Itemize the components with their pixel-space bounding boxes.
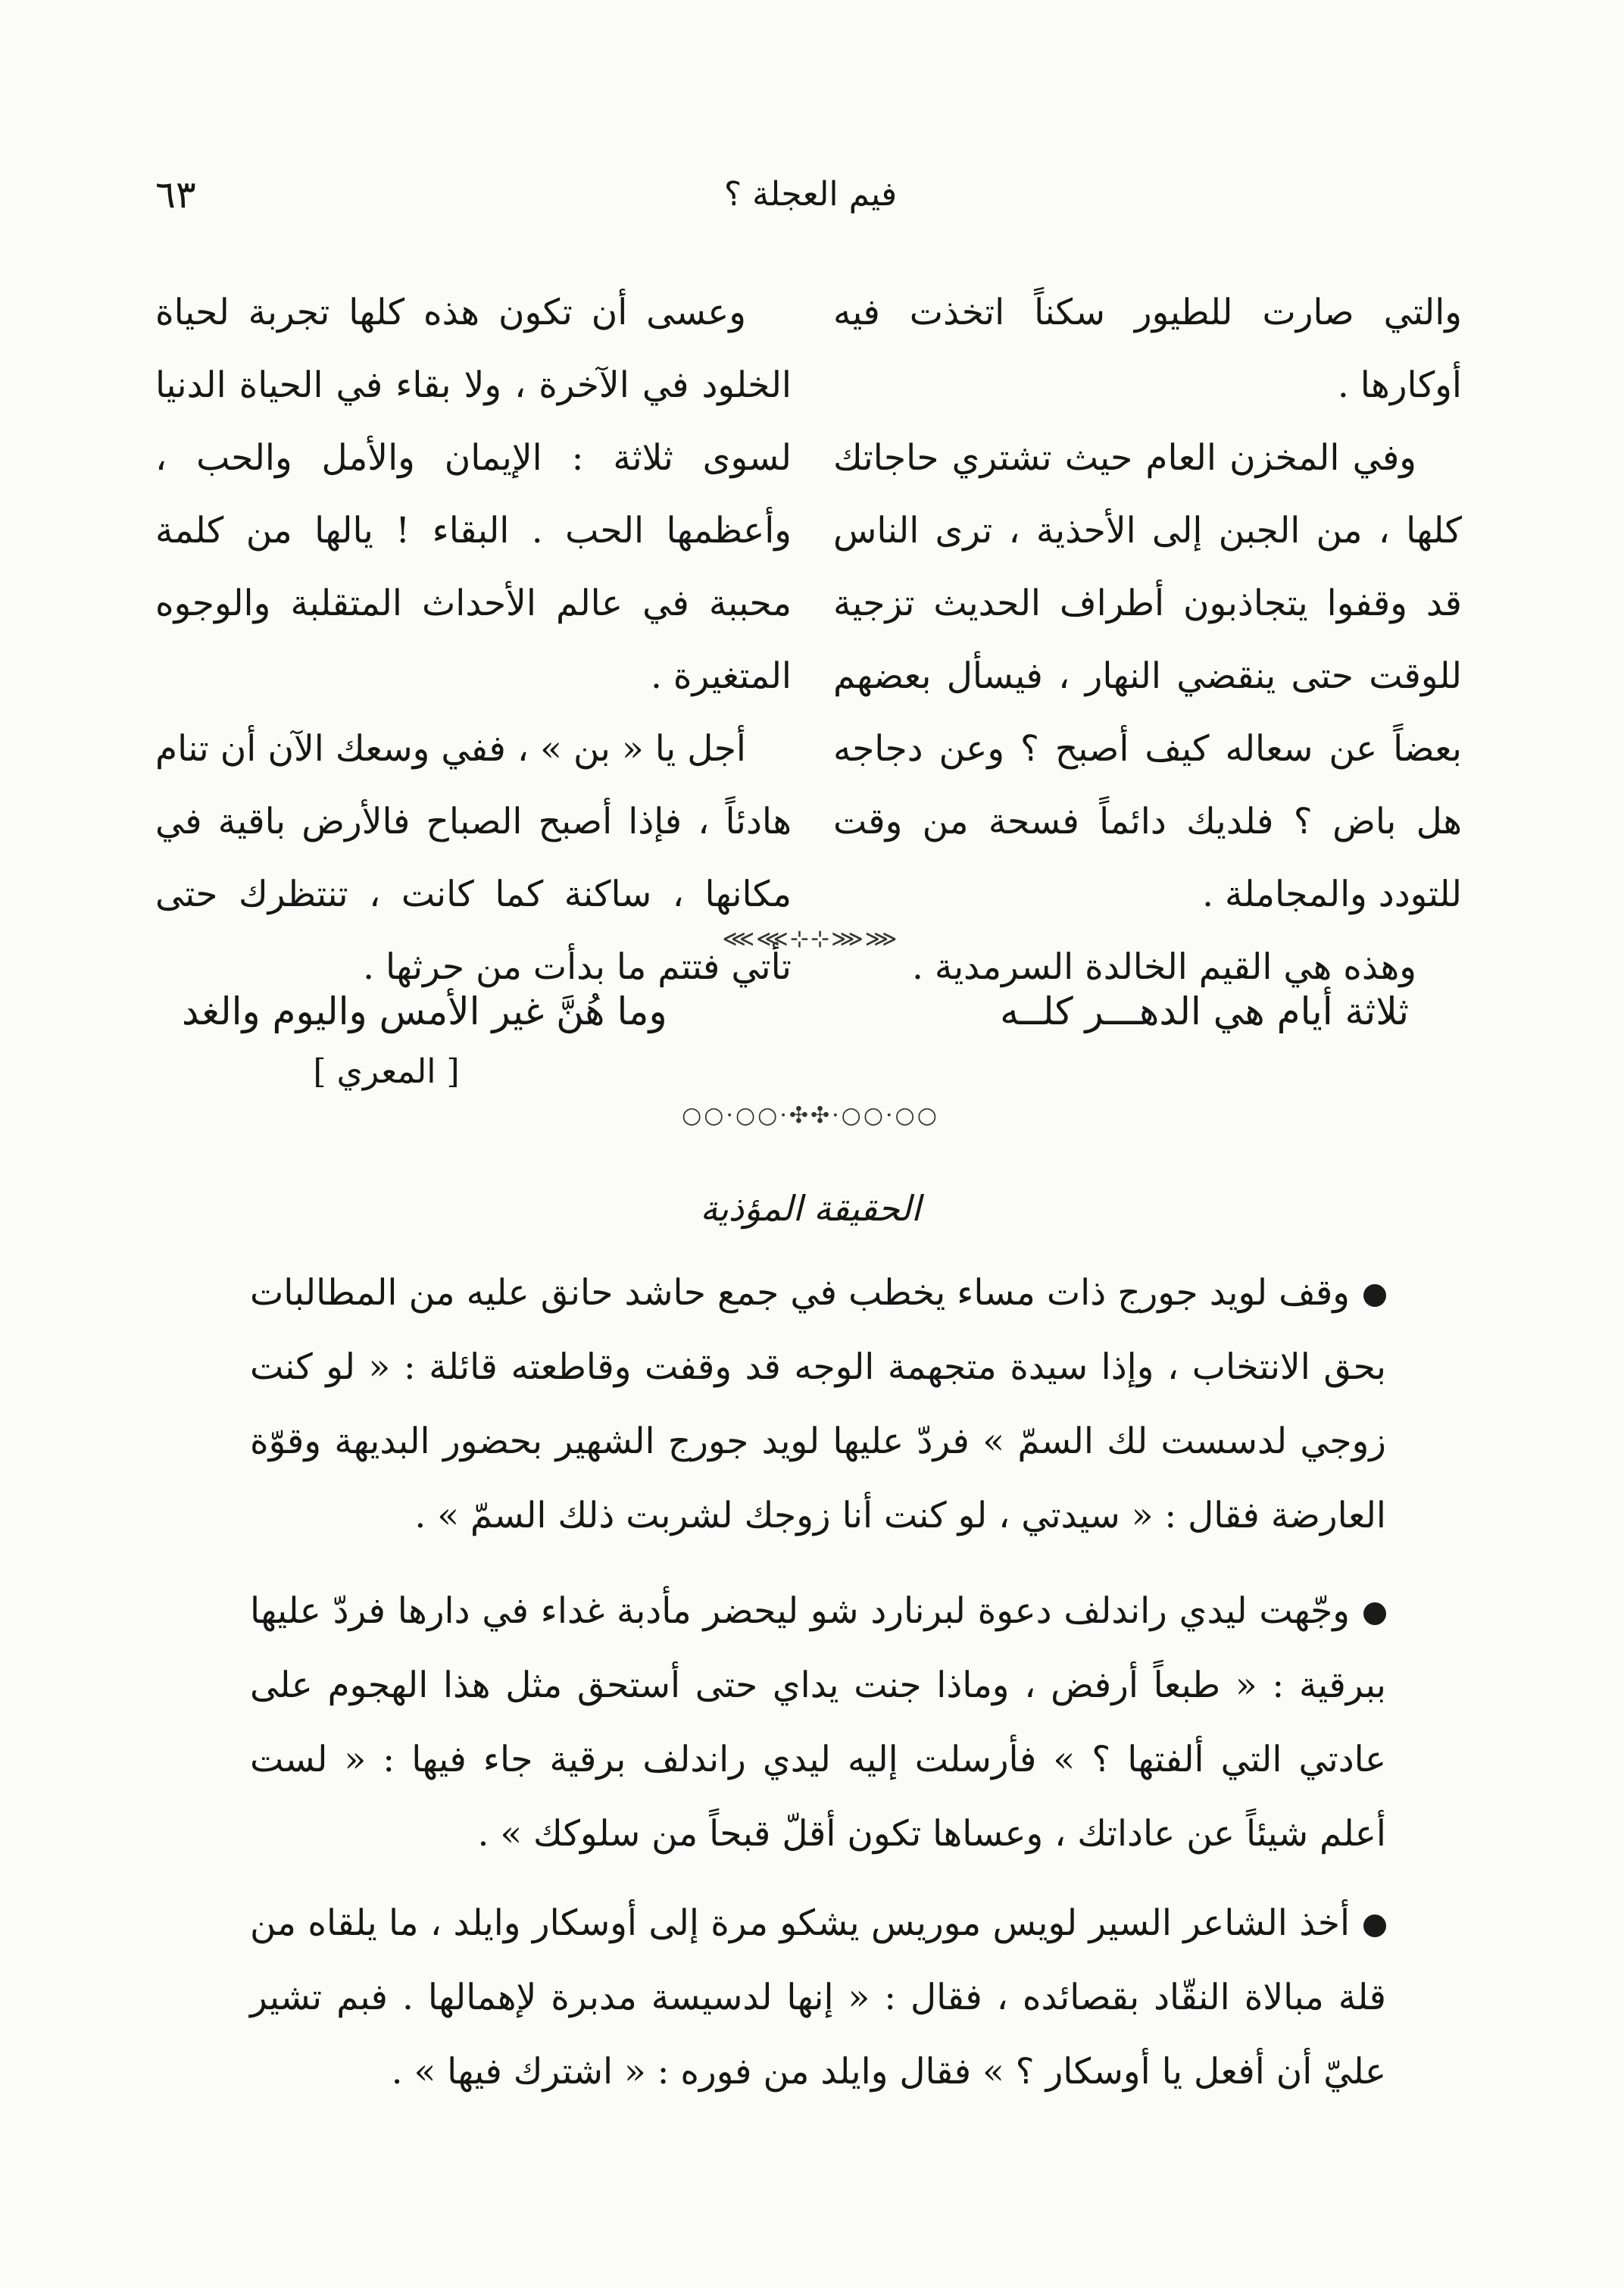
ornament-divider: ○○·○○·✣✣·○○·○○ [682, 1102, 939, 1129]
ornament-divider: ⋘⋘⊹⊹⋙⋙ [722, 926, 899, 952]
anecdote [250, 1574, 1386, 1871]
paragraph: والتي صارت للطيور سكناً اتخذت فيه أوكارها . [833, 292, 1462, 406]
bullet-icon [1363, 1914, 1386, 1937]
paragraph: وفي المخزن العام حيث تشتري حاجاتك كلها ، من الجبن إلى الأحذية ، ترى الناس قد وقفوا يتجاذبون أطراف الحديث تزجية للوقت حتى ينقضي النهار ، فيسأل بعضهم بعضاً عن سعاله كيف أصبح ؟ وعن دجاجه هل باض ؟ فلديك دائماً فسحة من وقت للتودد والمجاملة . [833, 437, 1462, 915]
anecdote-text: وقف لويد جورج ذات مساء يخطب في جمع حاشد حانق عليه من المطالبات بحق الانتخاب ، وإذا سيدة متجهمة الوجه قد وقفت وقاطعته قائلة : « لو كنت زوجي لدسست لك السمّ » فردّ عليها لويد جورج الشهير بحضور البديهة وقوّة العارضة فقال : « سيدتي ، لو كنت أنا زوجك لشربت ذلك السمّ » . [250, 1272, 1386, 1536]
anecdote-text: وجّهت ليدي راندلف دعوة لبرنارد شو ليحضر مأدبة غداء في دارها فردّ عليها ببرقية : « طبعاً أرفض ، وماذا جنت يداي حتى أستحق مثل هذا الهجوم على عادتي التي ألفتها ؟ » فأرسلت إليه ليدي راندلف برقية جاء فيها : « لست أعلم شيئاً عن عاداتك ، وعساها تكون أقلّ قبحاً من سلوكك » . [250, 1590, 1386, 1855]
paragraph: أجل يا « بن » ، ففي وسعك الآن أن تنام هادئاً ، فإذا أصبح الصباح فالأرض باقية في مكانها ، ساكنة كما كانت ، تنتظرك حتى تأتي فتتم ما بدأت من حرثها . [155, 728, 792, 988]
verse-first-hemistich: ثلاثة أيام هي الدهـــر كلــه [1000, 989, 1409, 1033]
poem-verse [182, 977, 1409, 1046]
poet-attribution: [ المعري ] [313, 1052, 460, 1091]
anecdote-text: أخذ الشاعر السير لويس موريس يشكو مرة إلى أوسكار وايلد ، ما يلقاه من قلة مبالاة النقّاد بقصائده ، فقال : « إنها لدسيسة مدبرة لإهمالها . فبم تشير عليّ أن أفعل يا أوسكار ؟ » فقال وايلد من فوره : « اشترك فيها » . [250, 1902, 1386, 2093]
bullet-icon [1363, 1284, 1386, 1307]
anecdote [250, 1886, 1386, 2109]
running-header-title: فيم العجلة ؟ [723, 175, 898, 214]
paragraph: وعسى أن تكون هذه كلها تجربة لحياة الخلود في الآخرة ، ولا بقاء في الحياة الدنيا لسوى ثلاثة : الإيمان والأمل والحب ، وأعظمها الحب . البقاء ! يالها من كلمة محببة في عالم الأحداث المتقلبة والوجوه المتغيرة . [155, 292, 792, 697]
anecdote [250, 1256, 1386, 1553]
paragraph: وهذه هي القيم الخالدة السرمدية . [911, 946, 1416, 988]
page-number: ٦٣ [155, 173, 196, 217]
right-column [833, 277, 1462, 1004]
left-column [155, 277, 792, 1004]
verse-second-hemistich: وما هُنَّ غير الأمس واليوم والغد [182, 989, 667, 1033]
section-title: الحقيقة المؤذية [700, 1188, 921, 1229]
bullet-icon [1363, 1602, 1386, 1625]
